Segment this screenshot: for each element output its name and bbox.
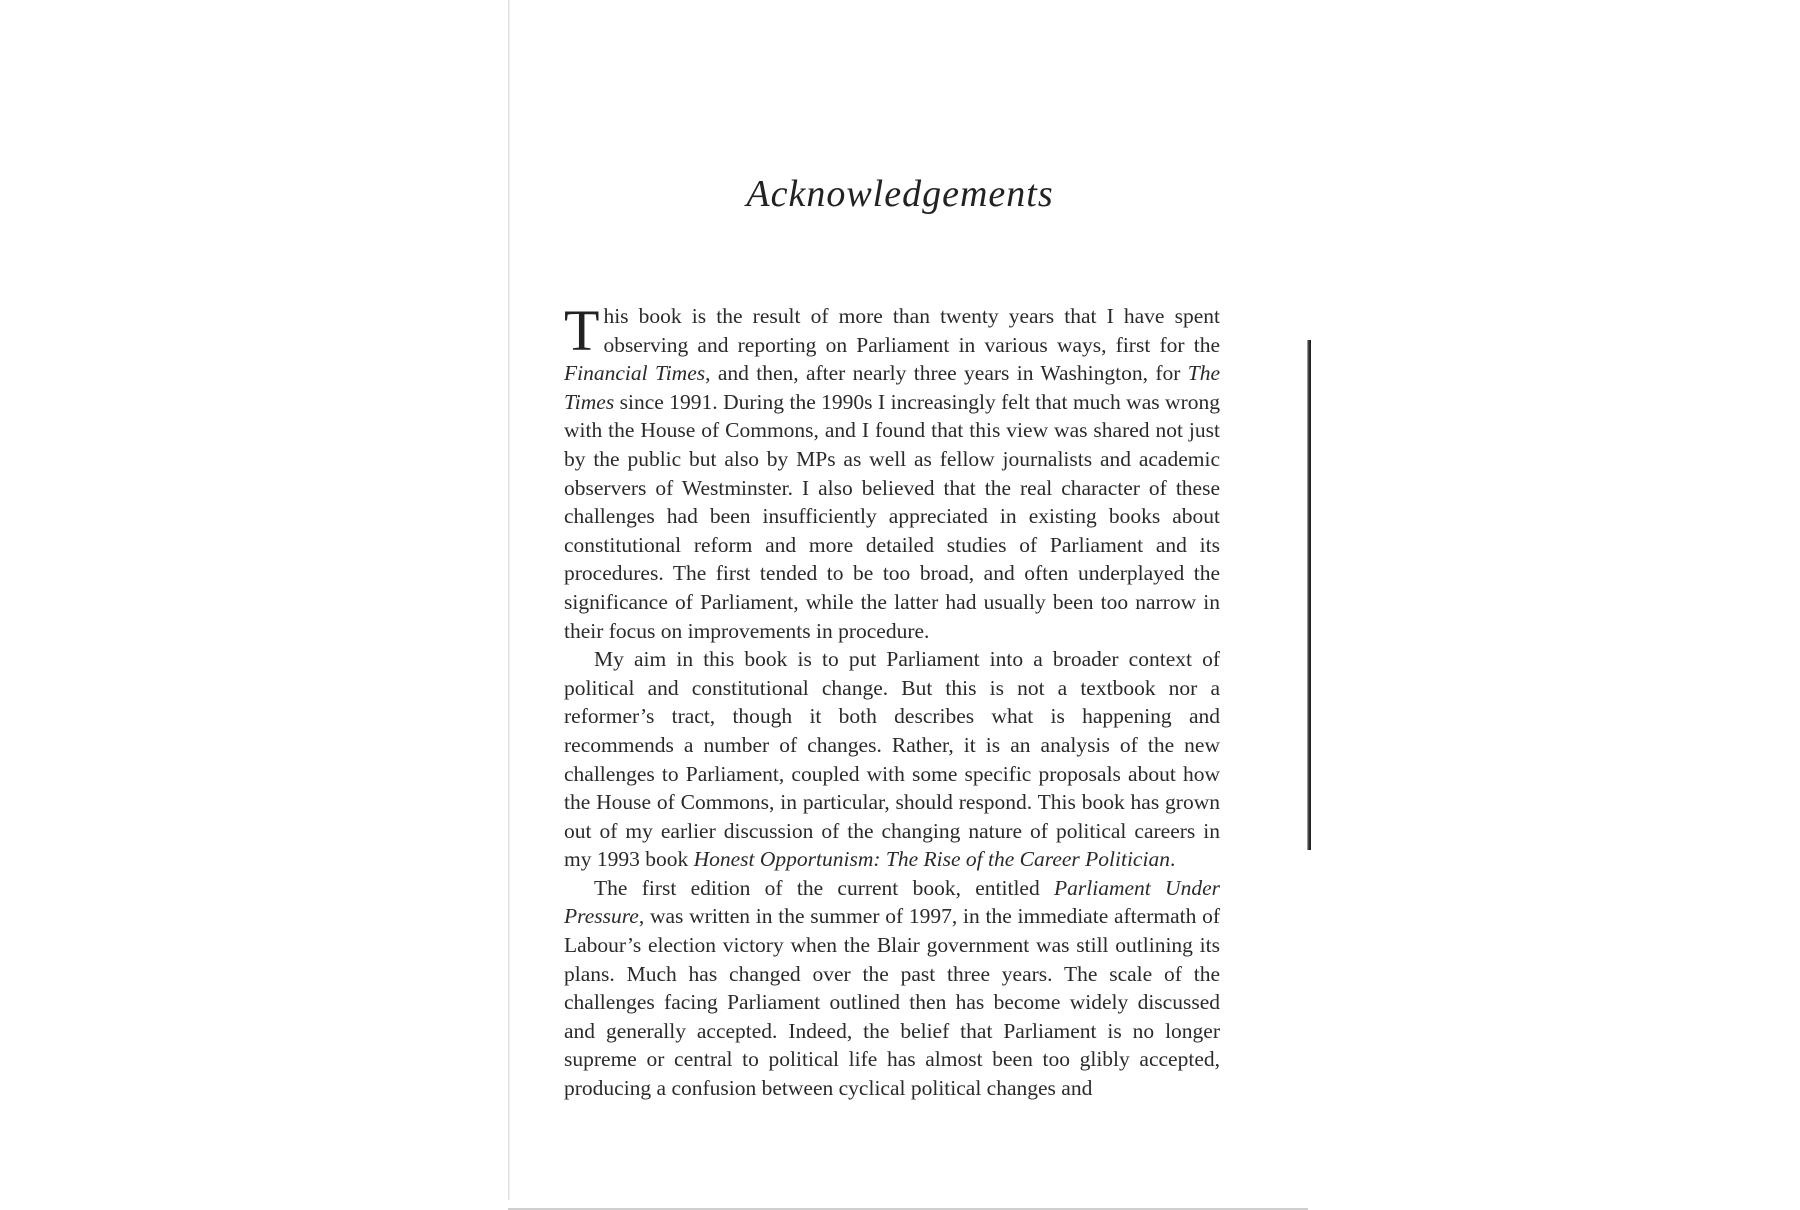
paragraph bbox=[564, 874, 1220, 1103]
book-gutter-shadow bbox=[1307, 340, 1311, 850]
text-run: My aim in this book is to put Parliament into a broader context of political and constitutional change. But this is not a textbook nor a reformer’s tract, though it both describes what is happening and recommends a number of changes. Rather, it is an analysis of the new challenges to Parliament, coupled with some specific proposals about how the House of Commons, in particular, should respond. This book has grown out of my earlier discussion of the changing nature of political careers in my 1993 book bbox=[564, 647, 1220, 872]
text-run-italic: Honest Opportunism: The Rise of the Career Politician bbox=[693, 847, 1170, 872]
text-run-italic: Parliament Under Pressure bbox=[564, 875, 1220, 929]
text-run: his book is the result of more than twenty years that I have spent observing and reporting on Parliament in various ways, first for the bbox=[603, 304, 1220, 357]
text-run-italic: Financial Times bbox=[564, 361, 706, 386]
text-run: . bbox=[1169, 847, 1176, 872]
paragraph bbox=[564, 298, 1220, 645]
text-run: The first edition of the current book, entitled bbox=[594, 875, 1055, 900]
drop-cap: T bbox=[564, 298, 600, 363]
scan-page-edge-left bbox=[508, 0, 510, 1200]
text-run: since 1991. During the 1990s I increasingly felt that much was wrong with the House of Commons, and I found that this view was shared not just by the public but also by MPs as well as fellow journalists and academic observers of Westminster. I also believed that the real character of these challenges had been insufficiently appreciated in existing books about constitutional reform and more detailed studies of Parliament and its procedures. The first tended to be too broad, and often underplayed the significance of Parliament, while the latter had usually been too narrow in their focus on improvements in procedure. bbox=[564, 389, 1220, 643]
text-run: , was written in the summer of 1997, in the immediate aftermath of Labour’s election victory when the Blair government was still outlining its plans. Much has changed over the past three years. The scale of the challenges facing Parliament outlined then has become widely discussed and generally accepted. Indeed, the belief that Parliament is no longer supreme or central to political life has almost been too glibly accepted, producing a confusion between cyclical political changes and bbox=[564, 904, 1220, 1101]
body-text bbox=[564, 298, 1220, 1103]
paragraph bbox=[564, 645, 1220, 874]
page-title: Acknowledgements bbox=[746, 173, 1054, 215]
text-run: , and then, after nearly three years in Washington, for bbox=[705, 361, 1188, 386]
text-run-italic: The Times bbox=[564, 361, 1220, 414]
